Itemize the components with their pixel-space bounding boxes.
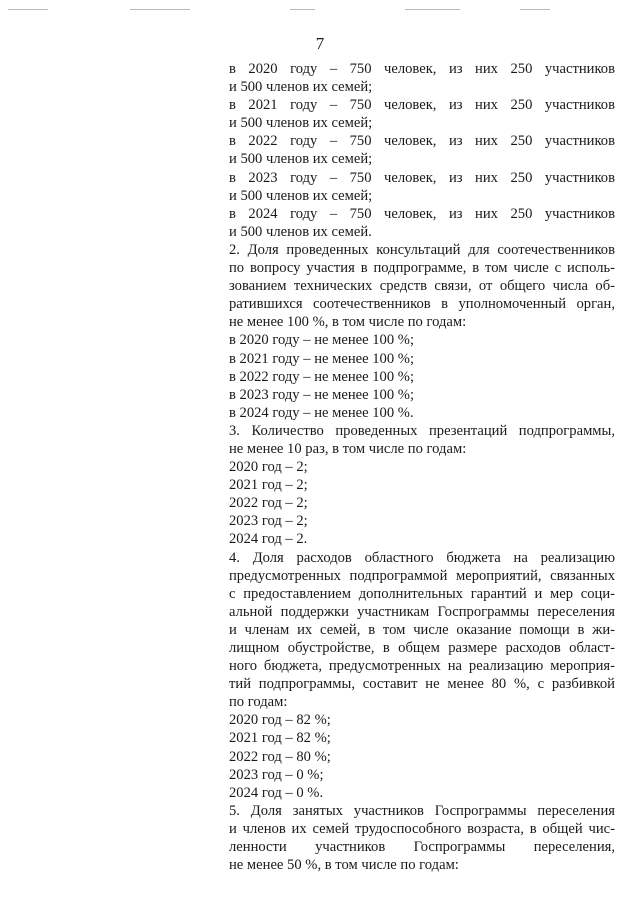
text-line: в 2024 году – 750 человек, из них 250 участников	[229, 205, 615, 222]
text-line: не менее 10 раз, в том числе по годам:	[229, 440, 467, 457]
text-line: не менее 50 %, в том числе по годам:	[229, 857, 459, 874]
text-line: ного бюджета, предусмотренных на реализацию мероприя-	[229, 658, 615, 675]
text-line: 3. Количество проведенных презентаций подпрограммы,	[229, 422, 615, 439]
scan-artifact-line	[405, 9, 460, 10]
text-line: и 500 членов их семей;	[229, 79, 373, 96]
text-line: зованием технических средств связи, от общего числа об-	[229, 278, 615, 295]
document-body	[229, 60, 615, 874]
scan-artifact-line	[130, 9, 190, 10]
text-line: 2021 год – 82 %;	[229, 730, 331, 747]
text-line: в 2020 году – 750 человек, из них 250 участников	[229, 61, 615, 77]
text-line: альной поддержки участникам Госпрограммы переселения	[229, 603, 615, 620]
text-line: в 2022 году – 750 человек, из них 250 участников	[229, 133, 615, 150]
text-line: и 500 членов их семей;	[229, 187, 373, 204]
text-line: 2024 год – 0 %.	[229, 784, 324, 801]
text-line: в 2023 году – не менее 100 %;	[229, 386, 415, 403]
text-line: 2022 год – 2;	[229, 495, 308, 512]
text-line: лищном обустройстве, в общем размере расходов област-	[229, 640, 615, 656]
scan-artifact-line	[8, 9, 48, 10]
scan-artifact-line	[290, 9, 315, 10]
text-line: ленности участников Госпрограммы переселения,	[229, 839, 615, 856]
text-line: с предоставлением дополнительных гарантий и мер соци-	[229, 585, 615, 602]
text-line: 2023 год – 0 %;	[229, 766, 324, 783]
text-line: и членам их семей, в том числе оказание помощи в жи-	[229, 621, 615, 638]
text-line: предусмотренных подпрограммой мероприятий, связанных	[229, 567, 615, 584]
text-line: в 2023 году – 750 человек, из них 250 участников	[229, 169, 615, 186]
text-line: 2022 год – 80 %;	[229, 748, 331, 765]
text-line: и членов их семей трудоспособного возраста, в общей чис-	[229, 820, 615, 837]
text-line: по вопросу участия в подпрограмме, в том числе с исполь-	[229, 260, 615, 277]
text-line: в 2024 году – не менее 100 %.	[229, 404, 414, 421]
text-line: и 500 членов их семей.	[229, 223, 372, 240]
text-line: тий подпрограммы, составит не менее 80 %, с разбивкой	[229, 676, 615, 693]
text-line: 2020 год – 82 %;	[229, 712, 331, 729]
text-line: в 2021 году – не менее 100 %;	[229, 350, 415, 367]
text-line: 4. Доля расходов областного бюджета на реализацию	[229, 549, 615, 566]
text-line: 2023 год – 2;	[229, 513, 308, 530]
page-number: 7	[315, 34, 325, 53]
text-line: и 500 членов их семей;	[229, 115, 373, 132]
text-line: в 2022 году – не менее 100 %;	[229, 368, 415, 385]
text-line: 2021 год – 2;	[229, 477, 308, 494]
text-line: 2. Доля проведенных консультаций для соотечественников	[229, 241, 615, 258]
text-line: 5. Доля занятых участников Госпрограммы переселения	[229, 802, 615, 819]
text-line: в 2020 году – не менее 100 %;	[229, 332, 415, 349]
text-line: 2024 год – 2.	[229, 531, 308, 548]
scan-artifact-line	[520, 9, 550, 10]
text-line: в 2021 году – 750 человек, из них 250 участников	[229, 97, 615, 114]
text-line: и 500 членов их семей;	[229, 151, 373, 168]
text-line: по годам:	[229, 694, 288, 711]
text-line: 2020 год – 2;	[229, 459, 308, 476]
text-line: ратившихся соотечественников в уполномоченный орган,	[229, 296, 615, 313]
text-line: не менее 100 %, в том числе по годам:	[229, 314, 467, 331]
